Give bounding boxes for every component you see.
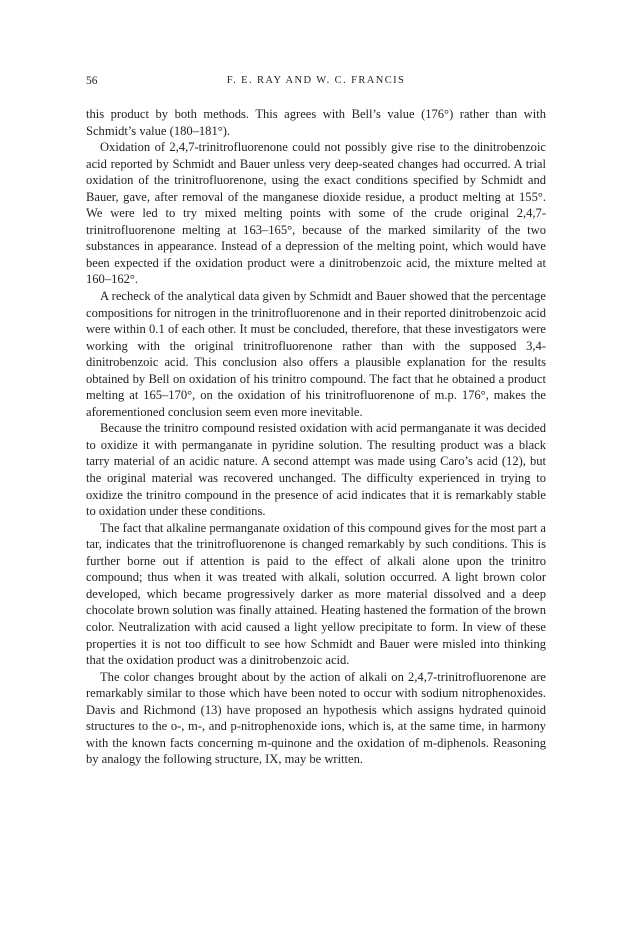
paragraph-continued: this product by both methods. This agrees with Bell’s value (176°) rather than with Schmidt’s value (180–181°).: [86, 107, 546, 138]
paragraph-pyridine-oxidation: Because the trinitro compound resisted oxidation with acid permanganate it was decided to oxidize it with permanganate in pyridine solution. The resulting product was a black tarry material of an acidic nature. A second attempt was made using Caro’s acid (12), but the original material was recovered unchanged. The difficulty experienced in trying to oxidize the trinitro compound in the presence of acid indicates that it is remarkably stable to oxidation under these conditions.: [86, 421, 546, 519]
body-text: [86, 106, 546, 768]
running-head: F. E. RAY AND W. C. FRANCIS: [226, 75, 406, 86]
paragraph-alkaline-permanganate: The fact that alkaline permanganate oxidation of this compound gives for the most part a tar, indicates that the trinitrofluorenone is changed remarkably by such conditions. This is further borne out if attention is paid to the effect of alkali alone upon the trinitro compound; thus when it was treated with alkali, solution occurred. A light brown color developed, which became progressively darker as more material dissolved and a deep chocolate brown solution was finally attained. Heating hastened the formation of the brown color. Neutralization with acid caused a light yellow precipitate to form. In view of these properties it is not too difficult to see how Schmidt and Bauer were misled into thinking that the oxidation product was a dinitrobenzoic acid.: [86, 520, 546, 668]
page-number: 56: [86, 75, 98, 87]
paragraph-analytical-recheck: A recheck of the analytical data given by Schmidt and Bauer showed that the percentage compositions for nitrogen in the trinitrofluorenone and in their reported dinitrobenzoic acid were within 0.1 of each other. It must be concluded, therefore, that these investigators were working with the original trinitrofluorenone rather than with the supposed 3,4-dinitrobenzoic acid. This conclusion also offers a plausible explanation for the results obtained by Bell on oxidation of his trinitro compound. The fact that he obtained a product melting at 165–170°, on the oxidation of his trinitrofluorenone of m.p. 176°, makes the aforementioned conclusion seem even more inevitable.: [86, 289, 546, 419]
paragraph-color-changes: The color changes brought about by the action of alkali on 2,4,7-trinitrofluorenone are remarkably similar to those which have been noted to occur with sodium nitrophenoxides. Davis and Richmond (13) have proposed an hypothesis which assigns hydrated quinoid structures to the o-, m-, and p-nitrophenoxide ions, which is, at the same time, in harmony with the known facts concerning m-quinone and the oxidation of m-diphenols. Reasoning by analogy the following structure, IX, may be written.: [86, 669, 546, 767]
page-header: [86, 75, 546, 91]
paragraph-oxidation-trial: Oxidation of 2,4,7-trinitrofluorenone could not possibly give rise to the dinitrobenzoic acid reported by Schmidt and Bauer unless very deep-seated changes had occurred. A trial oxidation of the trinitrofluorenone, using the exact conditions specified by Schmidt and Bauer, gave, after removal of the manganese dioxide residue, a product melting at 155°. We were led to try mixed melting points with some of the crude original 2,4,7-trinitrofluorenone melting at 163–165°, because of the marked similarity of the two substances in appearance. Instead of a depression of the melting point, which would have been expected if the oxidation product were a dinitrobenzoic acid, the mixture melted at 160–162°.: [86, 140, 546, 287]
